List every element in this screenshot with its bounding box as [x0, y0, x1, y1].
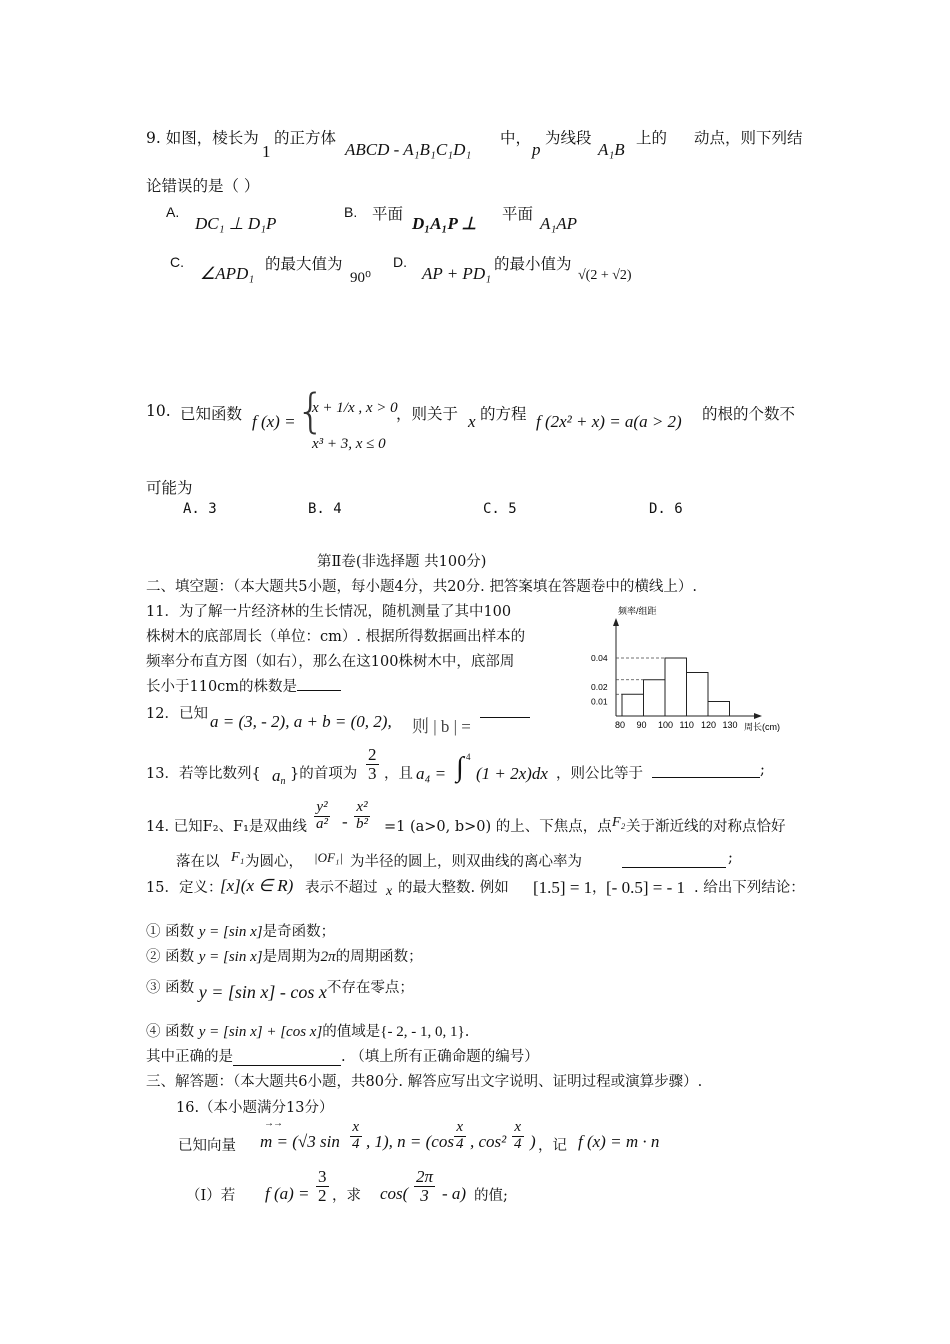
- q9-optA-expr: DC₁ ⊥ D₁P: [195, 214, 277, 233]
- q14-F1: F₁: [231, 850, 245, 865]
- q11-line4: 长小于110cm的株数是: [146, 675, 341, 696]
- q13-an: $a_n$: [272, 766, 286, 787]
- q15-text1: 15．定义：: [146, 880, 223, 896]
- q9-optC-val: 90⁰: [350, 270, 372, 286]
- q16-m-frac: $\frac{x}{4}$: [352, 1119, 360, 1152]
- q15-x: x: [386, 884, 393, 899]
- q15-text4: . 给出下列结论：: [694, 880, 805, 896]
- q10-fx: f (x) =: [252, 412, 296, 431]
- q14-OF1: |OF₁|: [314, 850, 343, 865]
- q16-cos-frac: $\frac{x}{4}$: [456, 1119, 464, 1152]
- q10-choice-d: D. 6: [649, 501, 683, 517]
- q15-item2: ② 函数 y = [sin x]是周期为2π的周期函数；: [146, 949, 423, 965]
- section3-heading: 三、解答题：（本大题共6小题，共80分. 解答应写出文字说明、证明过程或演算步骤）.: [146, 1074, 703, 1090]
- q9-optC-post: 的最大值为: [265, 255, 343, 273]
- q16-fdef: f (x) = m · n: [578, 1132, 660, 1151]
- q15-text3: 的最大整数. 例如: [398, 880, 509, 896]
- q14-text2b: 为圆心，: [245, 854, 303, 870]
- q14-end: ;: [728, 850, 733, 866]
- q16-cos-arg-frac: $\frac{2\pi}{3}$: [416, 1167, 434, 1205]
- integral-sign: ∫: [456, 752, 464, 783]
- q9-text6: 动点，则下列结: [694, 129, 803, 147]
- q9-optB-expr2: A₁AP: [540, 214, 578, 233]
- q15-example1: [1.5] = 1: [533, 878, 593, 897]
- histogram-bar: [687, 673, 709, 717]
- q11-line2: 株树木的底部周长（单位：cm）. 根据所得数据画出样本的: [146, 629, 526, 645]
- q15-item4: ④ 函数 y = [sin x] + [cos x]的值域是{- 2, - 1, 0, 1}.: [146, 1024, 470, 1040]
- section2-heading: 二、填空题：（本大题共5小题，每小题4分，共20分. 把答案填在答题卷中的横线上）.: [146, 579, 697, 595]
- q14-text2a: 落在以: [176, 854, 220, 870]
- q9-optD-val: √(2 + √2): [578, 268, 632, 283]
- q15-def: [x](x ∈ R): [220, 876, 294, 895]
- q16-cos: cos(: [380, 1184, 409, 1203]
- q9-optD-post: 的最小值为: [494, 255, 572, 273]
- histogram-chart: [582, 600, 792, 735]
- q9-text3: 中，: [500, 129, 532, 147]
- q11-answer-blank[interactable]: [297, 690, 341, 691]
- q9-cube: ABCD - A₁B₁C₁D₁: [345, 140, 472, 159]
- q9-optB-label: B.: [344, 204, 358, 220]
- x-tick-label: 130: [722, 720, 738, 730]
- q13-a4: a₄ =: [416, 764, 447, 783]
- q16-m: m = (√3 sin: [260, 1132, 340, 1151]
- q14-text1b: =1 (a>0, b>0) 的上、下焦点，点: [384, 819, 612, 835]
- q14-frac-y: $\frac{\text{y²}}{\text{a²}}$: [316, 799, 328, 832]
- q16-header: 16.（本小题满分13分）: [176, 1100, 334, 1116]
- x-tick-label: 90: [636, 720, 647, 730]
- y-axis-arrow: [613, 618, 619, 626]
- q10-text3: 的方程: [480, 405, 527, 423]
- q13-end: ;: [760, 762, 765, 778]
- q9-optB-mid: 平面: [502, 205, 534, 223]
- q10-text4: 的根的个数不: [702, 405, 796, 423]
- q9-line2: 论错误的是（ ）: [146, 177, 260, 195]
- x-tick-label: 120: [701, 720, 717, 730]
- x-tick-label: 110: [679, 720, 694, 730]
- q9-text2: 的正方体: [274, 129, 337, 147]
- q14-frac-x: $\frac{\text{x²}}{\text{b²}}$: [356, 799, 368, 832]
- histogram-bar: [665, 658, 687, 716]
- q16-mend: , 1), n = (cos: [366, 1132, 454, 1151]
- q16-cos2-frac: $\frac{x}{4}$: [514, 1119, 522, 1152]
- q16-cosend: - a): [442, 1184, 467, 1203]
- q10-num: 10.: [146, 402, 171, 420]
- y-tick-label: 0.04: [591, 653, 608, 663]
- q15-comma: ，: [592, 880, 607, 896]
- q16-fa: f (a) =: [265, 1184, 310, 1203]
- q13-text1: }的首项为: [290, 766, 358, 782]
- x-tick-label: 100: [658, 720, 674, 730]
- q13-answer-blank[interactable]: [652, 776, 760, 778]
- q9-optA-label: A.: [166, 204, 180, 220]
- q16-text2c: 的值;: [474, 1188, 508, 1204]
- q10-choice-a: A. 3: [183, 501, 217, 517]
- piecewise-brace: {: [296, 384, 326, 438]
- q9-line1: 9. 如图，棱长为: [146, 129, 259, 147]
- q16-text1b: ，记: [538, 1138, 567, 1154]
- q12-post: 则 | b | =: [412, 717, 471, 736]
- q16-close: ): [530, 1132, 536, 1151]
- q14-text2c: 为半径的圆上，则双曲线的离心率为: [350, 854, 582, 870]
- q16-part1: （Ⅰ）若: [186, 1188, 236, 1204]
- q13-text3: ，则公比等于: [556, 766, 643, 782]
- q10-case2: x³ + 3, x ≤ 0: [312, 436, 386, 452]
- q15-answer-blank[interactable]: [233, 1049, 341, 1066]
- q13-first-term: $\frac{2}{3}$: [368, 745, 377, 783]
- histogram-bar: [622, 694, 644, 716]
- q12-num: 12．已知: [146, 706, 208, 722]
- y-axis-label: 频率/组距: [618, 606, 657, 616]
- q10-eq: f (2x² + x) = a(a > 2): [536, 412, 682, 431]
- q16-cos2: , cos²: [470, 1132, 507, 1151]
- integral-upper: 4: [466, 752, 471, 762]
- q9-seg: A₁B: [598, 140, 625, 159]
- y-tick-label: 0.01: [591, 696, 608, 707]
- q16-text1: 已知向量: [178, 1138, 236, 1154]
- q16-fa-frac: $\frac{3}{2}$: [318, 1167, 327, 1205]
- q10-choice-c: C. 5: [483, 501, 517, 517]
- q9-optB-expr: D₁A₁P ⊥: [412, 214, 477, 233]
- q9-edge: 1: [262, 142, 271, 161]
- q10-x: x: [468, 412, 476, 431]
- q15-text2: 表示不超过: [305, 880, 378, 896]
- q15-item1: ① 函数 y = [sin x]是奇函数；: [146, 924, 336, 940]
- q10-choice-b: B. 4: [308, 501, 342, 517]
- q9-text5: 上的: [636, 129, 668, 147]
- q11-line3: 频率分布直方图（如右），那么在这100株树木中，底部周: [146, 654, 515, 670]
- x-axis-label: 周长(cm): [744, 722, 780, 732]
- q13-num: 13．若等比数列{: [146, 766, 261, 782]
- q10-text2: ，则关于: [396, 405, 459, 423]
- q9-p: p: [532, 140, 541, 159]
- q14-text1a: 14. 已知F₂、F₁是双曲线: [146, 819, 307, 835]
- q9-optB-pre: 平面: [372, 205, 404, 223]
- q13-text2: ，且: [384, 766, 413, 782]
- q9-text4: 为线段: [545, 129, 592, 147]
- histogram-bar: [708, 702, 730, 717]
- q9-optC-expr: ∠APD₁: [200, 264, 255, 283]
- q16-text2b: ，求: [332, 1188, 361, 1204]
- q10-case1: x + 1/x , x > 0: [312, 400, 398, 416]
- q9-optD-label: D.: [393, 254, 407, 270]
- y-tick-label: 0.02: [591, 682, 608, 692]
- q15-item3: ③ 函数 y = [sin x] - cos x不存在零点；: [146, 980, 414, 1002]
- q15-example2: [- 0.5] = - 1: [606, 878, 685, 897]
- q10-text1: 已知函数: [180, 405, 243, 423]
- q9-optC-label: C.: [170, 254, 184, 270]
- x-axis-arrow: [754, 713, 762, 719]
- q10-text5: 可能为: [146, 479, 193, 497]
- histogram-plot: [591, 605, 780, 732]
- histogram-bar: [644, 680, 666, 716]
- q9-optD-expr: AP + PD₁: [422, 264, 492, 283]
- q12-expr: a = (3, - 2), a + b = (0, 2),: [210, 712, 392, 731]
- q13-integrand: (1 + 2x)dx: [476, 764, 548, 783]
- q14-text1c: 关于渐近线的对称点恰好: [626, 819, 786, 835]
- x-tick-label: 80: [615, 720, 626, 730]
- q14-F2: F₂: [612, 815, 626, 830]
- part2-title: 第Ⅱ卷(非选择题 共100分): [317, 554, 487, 570]
- q12-answer-blank[interactable]: [480, 716, 530, 718]
- q11-line1: 11．为了解一片经济林的生长情况，随机测量了其中100: [146, 604, 512, 620]
- minus-sign: -: [342, 812, 348, 831]
- q15-conclusion: 其中正确的是 . （填上所有正确命题的编号）: [146, 1049, 539, 1065]
- vector-arrow: →→: [264, 1118, 282, 1129]
- q14-answer-blank[interactable]: [622, 866, 726, 868]
